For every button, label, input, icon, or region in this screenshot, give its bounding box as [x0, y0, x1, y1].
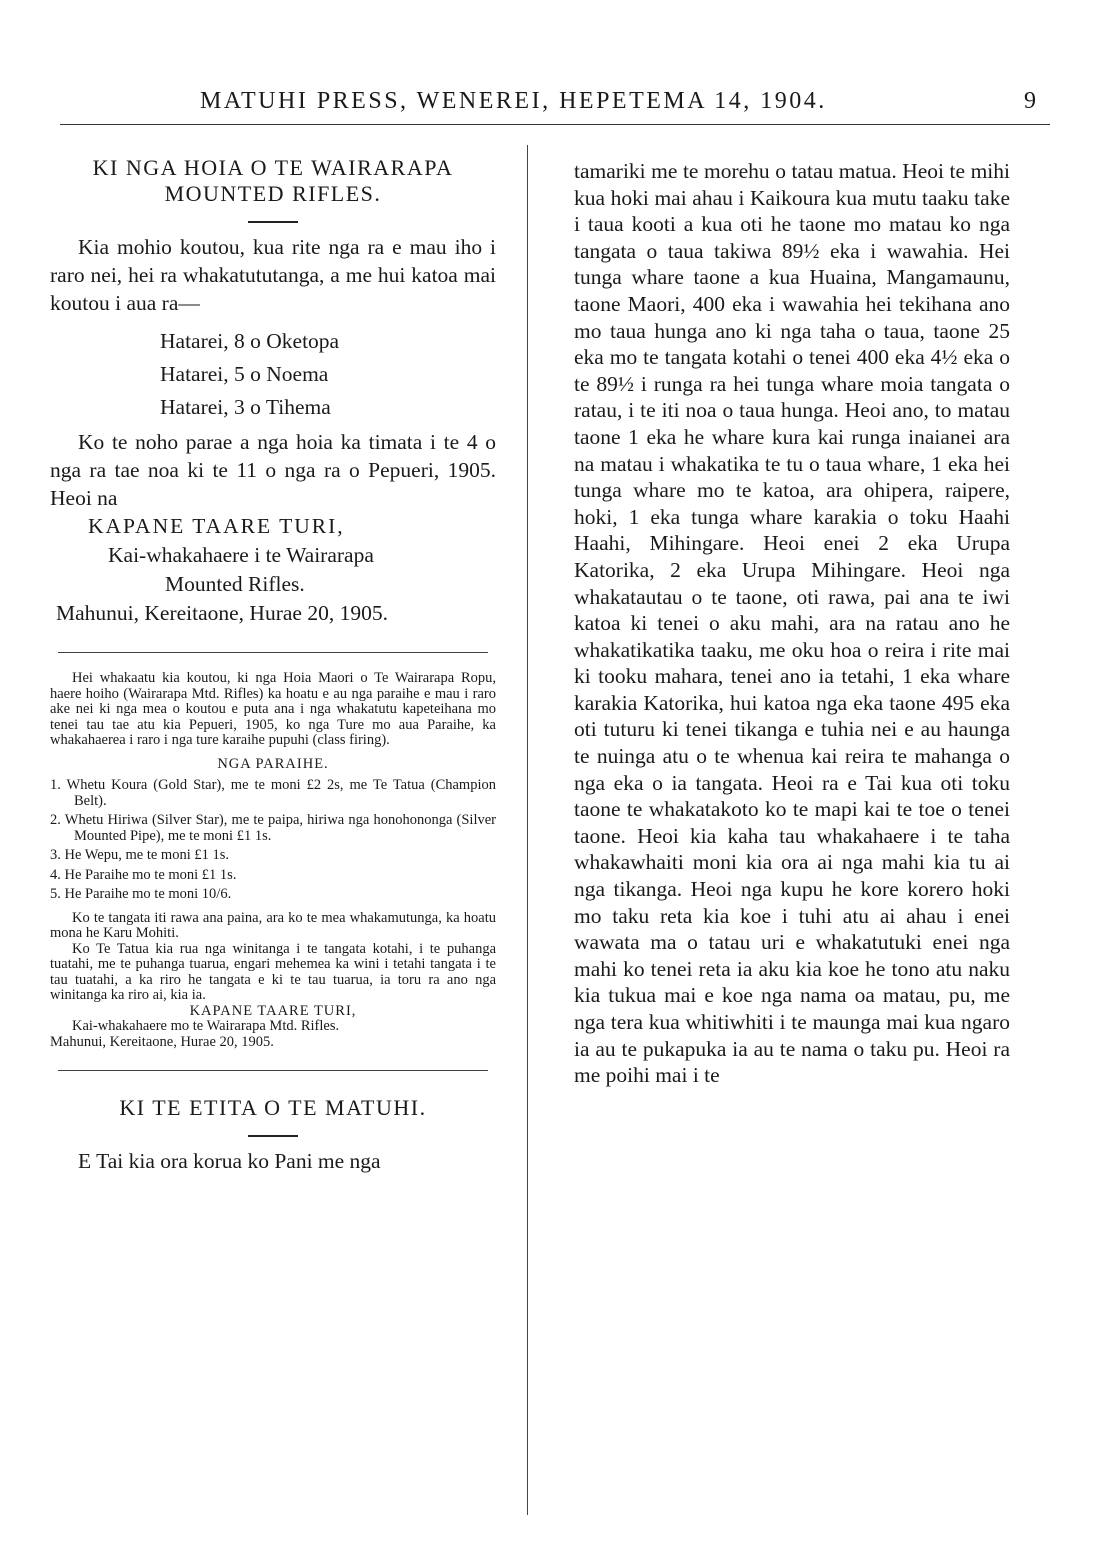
prize-item: 3. He Wepu, me te moni £1 1s.: [50, 847, 229, 863]
prizes-place-date: Mahunui, Kereitaone, Hurae 20, 1905.: [50, 1033, 274, 1050]
letter-continuation: [574, 158, 1010, 1089]
notice-body: [50, 428, 496, 512]
prizes-subheading: NGA PARAIHE.: [217, 755, 329, 772]
section-rule: [58, 652, 488, 653]
masthead-title: MATUHI PRESS, WENEREI, HEPETEMA 14, 1904.: [200, 88, 827, 114]
signatory-role-cont: Mounted Rifles.: [165, 572, 305, 596]
notice-body-text: Ko te noho parae a nga hoia ka timata i te 4 o nga ra tae noa ki te 11 o nga ra o Pepueri, 1905. Heoi na: [50, 430, 496, 510]
letter-heading: KI TE ETITA O TE MATUHI.: [119, 1095, 427, 1120]
signatory-role: Kai-whakahaere i te Wairarapa: [108, 543, 374, 567]
right-column: [574, 158, 1010, 1089]
notice-dates: [160, 325, 496, 424]
prize-item: 1. Whetu Koura (Gold Star), me te moni £2 2s, me Te Tatua (Champion Belt).: [50, 777, 496, 809]
prizes-notice: [50, 671, 496, 1050]
section-rule: [58, 1070, 488, 1071]
left-column: [50, 155, 496, 1175]
notice-heading: [50, 155, 496, 207]
signature-place-date: Mahunui, Kereitaone, Hurae 20, 1905.: [56, 601, 388, 625]
letter-continuation-text: tamariki me te morehu o tatau matua. Heoi te mihi kua hoki mai ahau i Kaikoura kua mutu taaku take i taua kooti a kua oti he taone mo matau ko nga tangata o taua takiwa 89½ eka i wawahia. Hei tunga whare taone a kua Huaina, Mangamaunu, taone Maori, 400 eka i wawahia hei tekihana ano mo taua hunga ano ki nga taha o taua, taone 25 eka mo te tangata kotahi o tenei 400 eka 4½ eka o te 89½ i runga ra hei tunga whare moia tangata o ratau, i te iti noa o taua hunga. Heoi ano, to matau taone 1 eka he whare kura kai runga inaianei ara na matau i whakatika te tu o taua whare, 1 eka hei tunga whare mo te katoa, ara ohipera, raipere, hoki, 1 eka tunga whare karakia o toku Haahi Haahi, Mihingare. Heoi enei 2 eka Urupa Katorika, 2 eka Urupa Mihingare. Heoi nga whakatautau o te taone, oti rawa, pai ana te iwi katoa ki tenei o aku mahi, ara na ratau ano he whakatikatika taaku, me oku hoa o reira i rite mai ki tooku mahara, tenei ano ia tetahi, 1 eka whare karakia Katorika, hui katoa nga eka taone 495 eka oti tuturu ki tenei tikanga e tuhia nei e au haunga te nuinga atu o te whenua kai reira te mahanga o nga eka o ia tangata. Heoi ra e Tai kua oti toku taone te whakatakoto ko te mapi kai te toe o tenei taone. Heoi kia kaha tau whakahaere i te taha whakawhaiti moni kia ora ai nga mahi kia tu ai nga tikanga. Heoi nga kupu he kore korero hoki mo taku reta kia koe i tuhi atu ai ahau i enei wawata ma o tatau uri e whakatutuki enei nga mahi ko tenei reta ia aku kia koe he tono atu naku kia tukua mai e koe nga nama oa matau, pu, me nga tera kua whitiwhiti i te maunga mai kua ngaro ia au te pukapuka ia au te nama o taku pu. Heoi ra me poihi mai i te: [574, 159, 1010, 1088]
notice-signature: [50, 512, 496, 628]
prizes-signatory: KAPANE TAARE TURI,: [189, 1002, 357, 1019]
column-divider: [527, 145, 528, 1515]
notice-intro-text: Kia mohio koutou, kua rite nga ra e mau iho i raro nei, hei ra whakatututanga, a me hui katoa mai koutou i aua ra—: [50, 235, 496, 315]
prizes-note: Ko Te Tatua kia rua nga winitanga i te tangata kotahi, i te puhanga tuatahi, me te puhanga tuarua, engari mehemea ka wini i tetahi tangata i te tau tuatahi, a ka riro he tangata e ki te tau tuarua, ia toru ra ano nga winitanga ka riro ai, kia ia.: [50, 940, 496, 1003]
prize-item: 4. He Paraihe mo te moni £1 1s.: [50, 866, 237, 883]
letter-opening: [50, 1147, 496, 1175]
heading-rule: [248, 1135, 298, 1137]
heading-rule: [248, 221, 298, 223]
date-item: Hatarei, 3 o Tihema: [160, 395, 331, 419]
notice-heading-line1: KI NGA HOIA O TE WAIRARAPA: [92, 155, 454, 180]
prizes-signatory-role: Kai-whakahaere mo te Wairarapa Mtd. Rifles.: [72, 1018, 340, 1034]
page-number: 9: [1024, 88, 1036, 114]
date-item: Hatarei, 8 o Oketopa: [160, 329, 340, 353]
prize-item: 5. He Paraihe mo te moni 10/6.: [50, 886, 232, 902]
prizes-note: Ko te tangata iti rawa ana paina, ara ko te mea whakamutunga, ka hoatu mona he Karu Mohiti.: [50, 909, 496, 941]
notice-intro: [50, 233, 496, 317]
letter-opening-text: E Tai kia ora korua ko Pani me nga: [78, 1149, 381, 1173]
prize-item: 2. Whetu Hiriwa (Silver Star), me te paipa, hiriwa nga honohononga (Silver Mounted Pipe), me te moni £1 1s.: [50, 812, 496, 844]
prize-list: [50, 778, 496, 903]
prizes-intro: Hei whakaatu kia koutou, ki nga Hoia Maori o Te Wairarapa Ropu, haere hoiho (Wairarapa Mtd. Rifles) ka hoatu e au nga paraihe e mau i raro ake nei ki nga mea o koutou e puta ana i nga whakatutu kapeteihana mo tenei tau tae atu kia Pepueri, 1905, ko nga Ture mo aua Paraihe, ka whakahaerea i raro i nga ture karaihe pupuhi (class firing).: [50, 670, 496, 748]
page-header: [60, 88, 1050, 125]
date-item: Hatarei, 5 o Noema: [160, 362, 329, 386]
notice-heading-line2: MOUNTED RIFLES.: [164, 181, 382, 206]
signatory-name: KAPANE TAARE TURI,: [88, 514, 345, 538]
